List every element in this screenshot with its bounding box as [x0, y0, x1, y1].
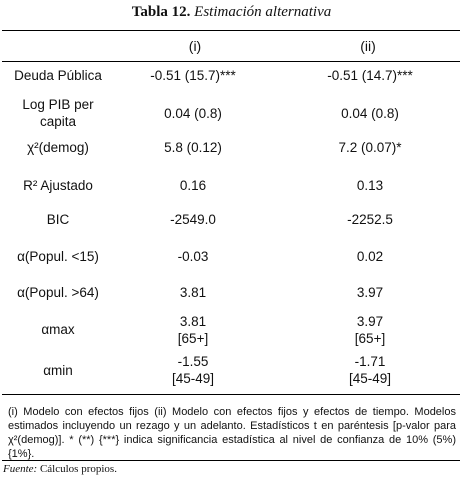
cell-ii: -1.71 [354, 354, 386, 369]
cell-ii: 3.97 [356, 314, 384, 329]
row-label: αmax [41, 322, 75, 337]
table-subtitle: Estimación alternativa [194, 4, 332, 20]
row-label: Deuda Pública [14, 68, 102, 83]
cell-ii: 3.97 [356, 285, 384, 300]
cell-ii-bracket: [65+] [354, 331, 386, 346]
row-label: α(Popul. <15) [17, 249, 99, 264]
cell-i: 5.8 (0.12) [164, 140, 222, 155]
cell-i: 0.16 [179, 178, 207, 193]
cell-i: -1.55 [177, 354, 209, 369]
table-title [0, 4, 463, 21]
cell-i-bracket: [65+] [177, 331, 209, 346]
cell-ii: 7.2 (0.07)* [338, 140, 402, 155]
table-number: Tabla 12. [131, 4, 191, 20]
source-text: Cálculos propios. [37, 463, 117, 475]
column-header-ii: (ii) [360, 38, 376, 54]
cell-ii: -2252.5 [347, 212, 393, 227]
note-rule [2, 460, 460, 461]
cell-ii: 0.13 [356, 178, 384, 193]
cell-ii: 0.02 [356, 249, 384, 264]
cell-i: 3.81 [179, 314, 207, 329]
row-label: BIC [46, 212, 70, 227]
cell-i: -0.03 [177, 249, 209, 264]
table-note: (i) Modelo con efectos fijos (ii) Modelo con efectos fijos y efectos de tiempo. Modelos estimados incluyendo un rezago y un adelanto. Estadísticos t en paréntesis [p-valor para χ²(demog)]. * (**) {***} indica significancia estadística al nivel de confianza de 10% (5%) {1%}. [8, 406, 456, 460]
cell-i: 0.04 (0.8) [164, 106, 222, 121]
table-source [3, 463, 117, 475]
row-label: χ²(demog) [27, 140, 89, 155]
bottom-rule [2, 394, 460, 395]
cell-ii-bracket: [45-49] [348, 371, 392, 386]
top-rule [2, 30, 460, 31]
cell-i: -2549.0 [170, 212, 216, 227]
row-label: Log PIB per capita [22, 97, 94, 129]
row-label: αmin [43, 363, 73, 378]
column-header-i: (i) [188, 38, 202, 54]
source-label: Fuente: [3, 463, 38, 475]
cell-ii: -0.51 (14.7)*** [327, 68, 413, 83]
row-label: R² Ajustado [23, 178, 93, 193]
header-rule [2, 61, 460, 62]
cell-i: 3.81 [179, 285, 207, 300]
row-label: α(Popul. >64) [17, 285, 99, 300]
cell-i: -0.51 (15.7)*** [150, 68, 236, 83]
cell-ii: 0.04 (0.8) [341, 106, 399, 121]
cell-i-bracket: [45-49] [171, 371, 215, 386]
